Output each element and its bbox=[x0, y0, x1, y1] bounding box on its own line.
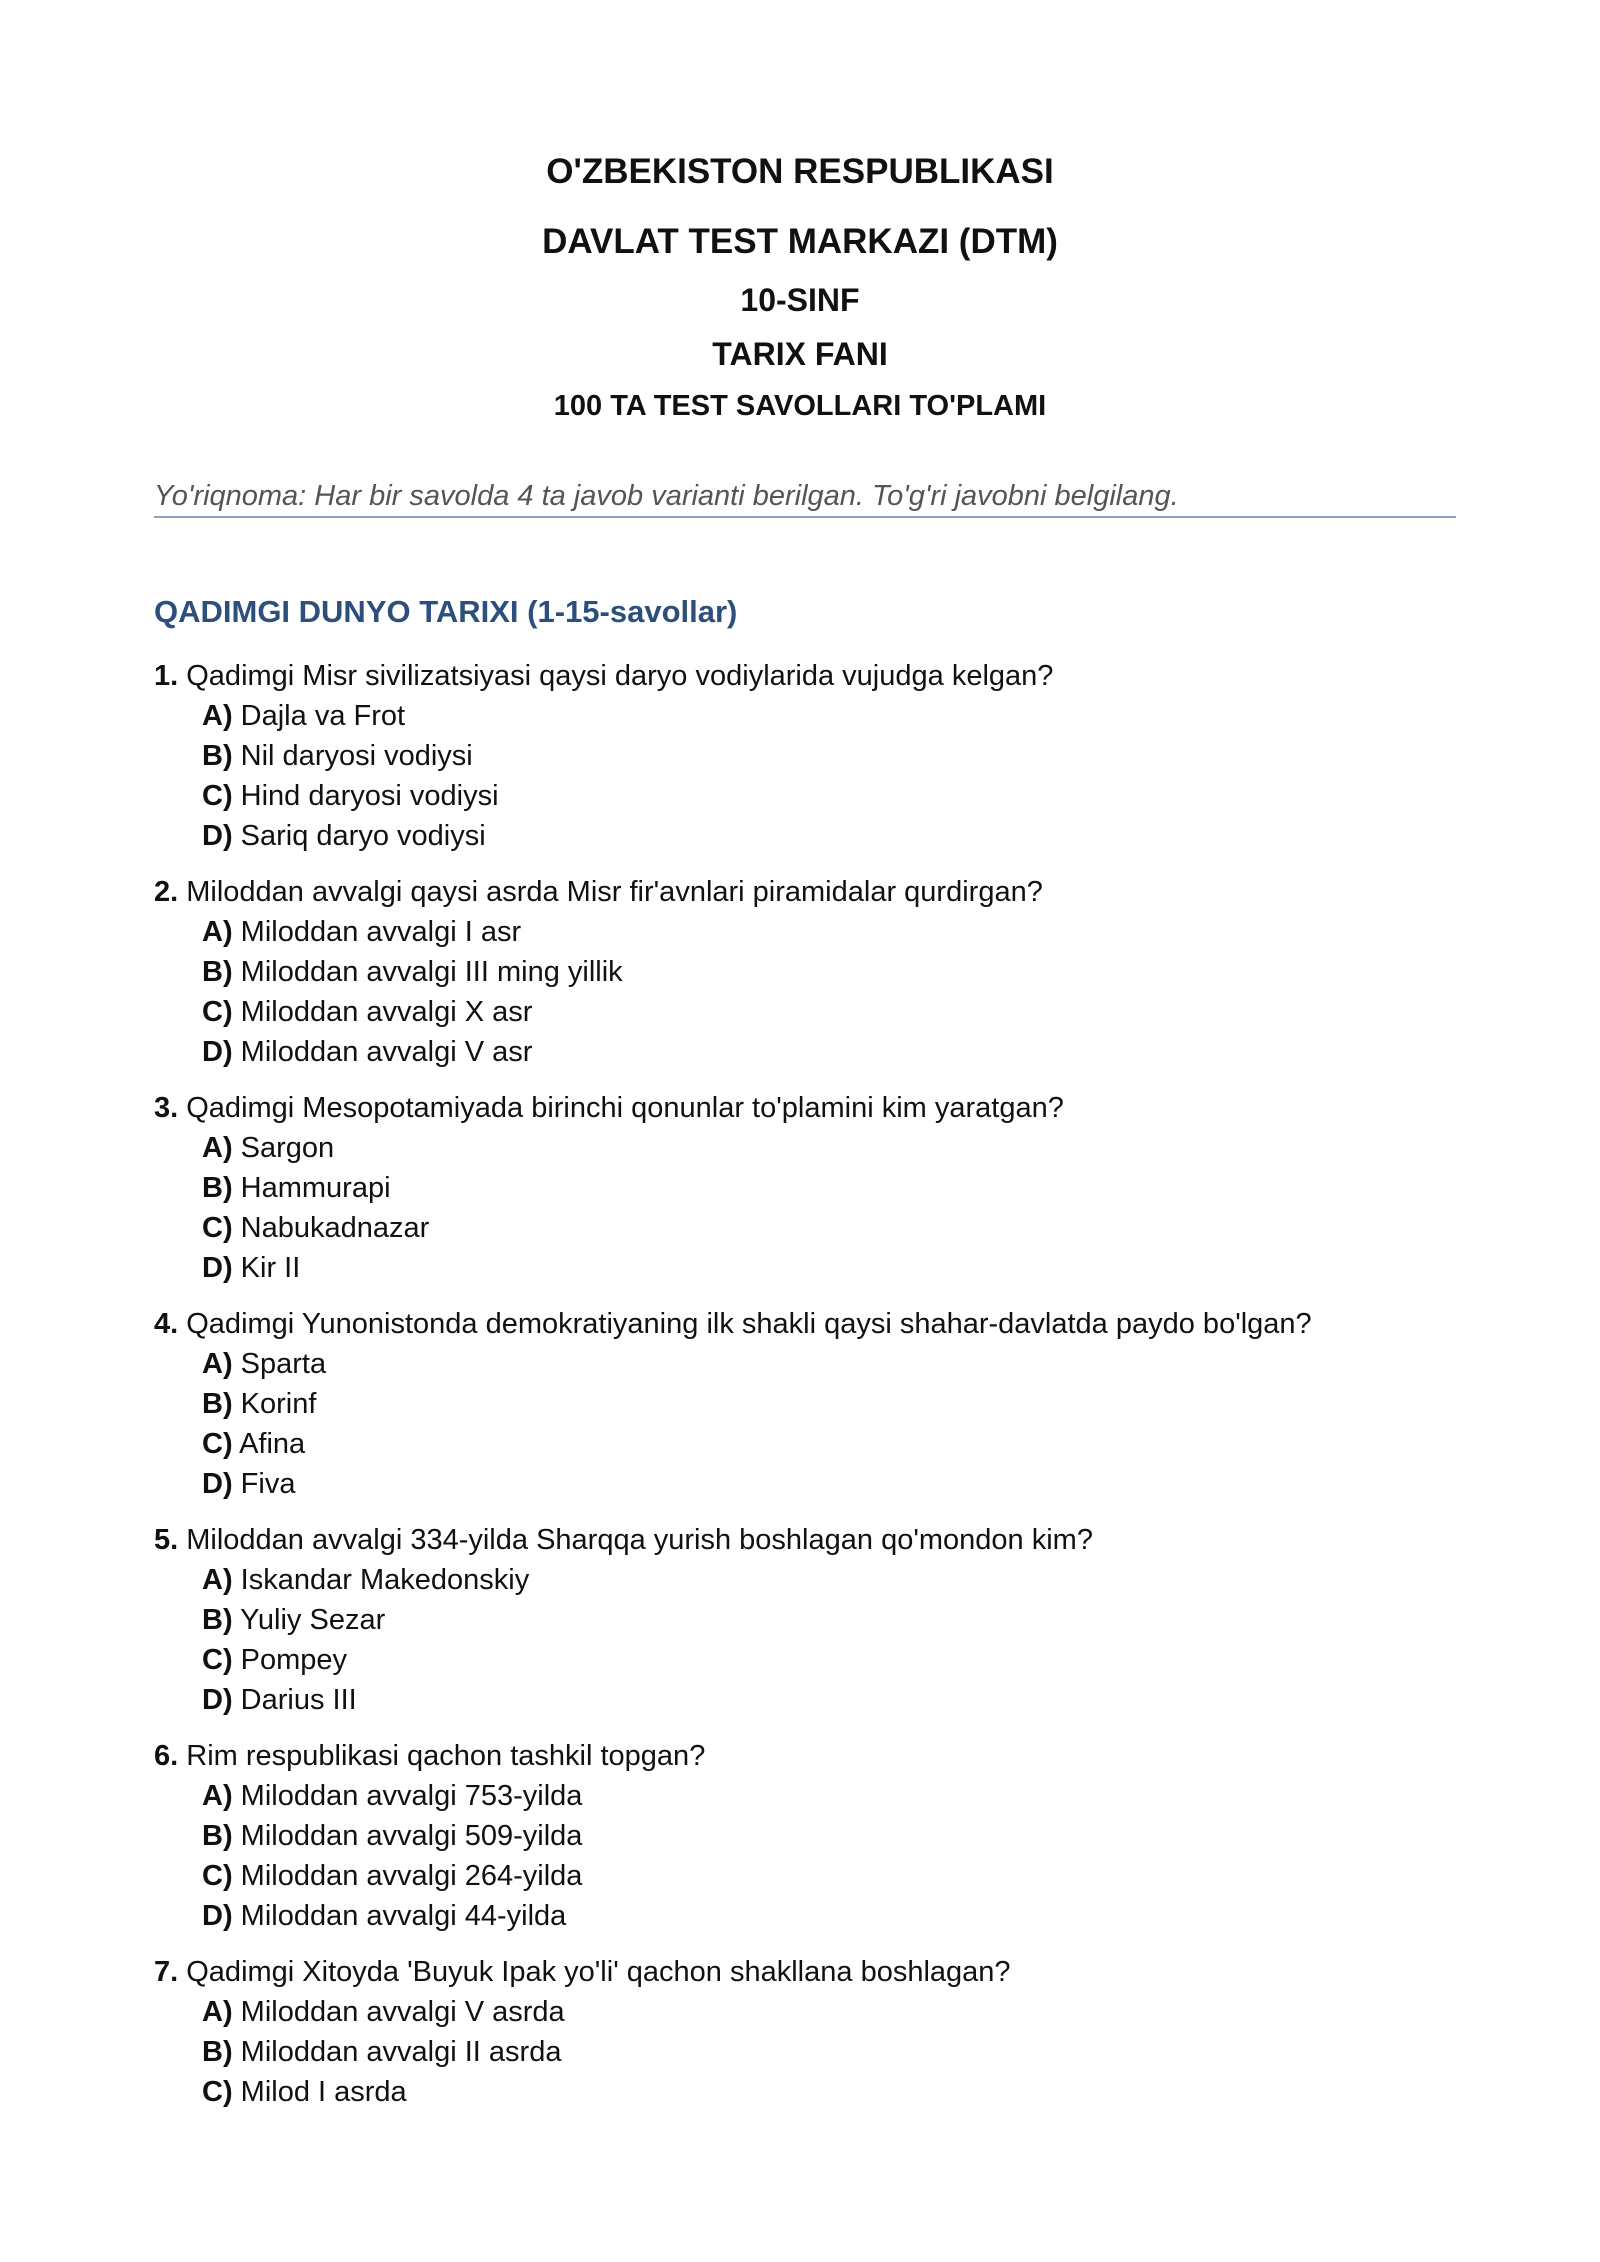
answer-option bbox=[154, 992, 1494, 1032]
option-letter: B) bbox=[202, 740, 233, 772]
option-text: Iskandar Makedonskiy bbox=[240, 1564, 530, 1596]
question-item bbox=[154, 656, 1494, 856]
option-text: Miloddan avvalgi X asr bbox=[240, 996, 533, 1028]
option-letter: B) bbox=[202, 1604, 233, 1636]
question-number: 5. bbox=[154, 1524, 179, 1556]
option-letter: A) bbox=[202, 1348, 233, 1380]
option-letter: B) bbox=[202, 956, 233, 988]
answer-option bbox=[154, 1208, 1494, 1248]
answer-option bbox=[154, 2072, 1494, 2112]
question-item bbox=[154, 872, 1494, 1072]
question-number: 6. bbox=[154, 1740, 179, 1772]
option-text: Korinf bbox=[240, 1388, 317, 1420]
option-letter: C) bbox=[202, 780, 233, 812]
question-text bbox=[154, 1304, 1494, 1344]
option-text: Miloddan avvalgi 509-yilda bbox=[240, 1820, 583, 1852]
option-text: Miloddan avvalgi V asr bbox=[240, 1036, 533, 1068]
question-text bbox=[154, 1736, 1494, 1776]
question-number: 4. bbox=[154, 1308, 179, 1340]
answer-option bbox=[154, 736, 1494, 776]
option-letter: D) bbox=[202, 1252, 233, 1284]
option-letter: A) bbox=[202, 1780, 233, 1812]
option-text: Miloddan avvalgi 753-yilda bbox=[240, 1780, 583, 1812]
answer-option bbox=[154, 1600, 1494, 1640]
option-letter: A) bbox=[202, 700, 233, 732]
questions-list bbox=[154, 656, 1494, 2128]
answer-option bbox=[154, 1776, 1494, 1816]
question-text bbox=[154, 1952, 1494, 1992]
option-letter: B) bbox=[202, 2036, 233, 2068]
option-letter: C) bbox=[202, 996, 233, 1028]
header-subject: TARIX FANI bbox=[712, 336, 888, 372]
option-letter: A) bbox=[202, 1996, 233, 2028]
question-item bbox=[154, 1952, 1494, 2112]
header-organization: DAVLAT TEST MARKAZI (DTM) bbox=[542, 222, 1058, 261]
answer-option bbox=[154, 1560, 1494, 1600]
question-prompt: Qadimgi Misr sivilizatsiyasi qaysi daryo vodiylarida vujudga kelgan? bbox=[186, 660, 1054, 692]
option-text: Sparta bbox=[240, 1348, 327, 1380]
option-text: Pompey bbox=[240, 1644, 348, 1676]
question-number: 7. bbox=[154, 1956, 179, 1988]
option-text: Miloddan avvalgi 44-yilda bbox=[240, 1900, 567, 1932]
option-letter: D) bbox=[202, 1684, 233, 1716]
option-text: Kir II bbox=[240, 1252, 301, 1284]
answer-option bbox=[154, 1856, 1494, 1896]
answer-option bbox=[154, 1424, 1494, 1464]
question-prompt: Qadimgi Yunonistonda demokratiyaning ilk shakli qaysi shahar-davlatda paydo bo'lgan? bbox=[186, 1308, 1312, 1340]
option-letter: C) bbox=[202, 2076, 233, 2108]
answer-option bbox=[154, 1896, 1494, 1936]
option-text: Hind daryosi vodiysi bbox=[240, 780, 499, 812]
option-text: Fiva bbox=[240, 1468, 296, 1500]
answer-option bbox=[154, 1992, 1494, 2032]
answer-option bbox=[154, 1680, 1494, 1720]
option-letter: D) bbox=[202, 1036, 233, 1068]
header-grade: 10-SINF bbox=[740, 282, 860, 318]
option-text: Milod I asrda bbox=[240, 2076, 407, 2108]
answer-option bbox=[154, 696, 1494, 736]
option-text: Miloddan avvalgi III ming yillik bbox=[240, 956, 623, 988]
option-letter: D) bbox=[202, 1468, 233, 1500]
question-number: 1. bbox=[154, 660, 179, 692]
option-text: Miloddan avvalgi 264-yilda bbox=[240, 1860, 583, 1892]
question-number: 3. bbox=[154, 1092, 179, 1124]
instruction-text: Yo'riqnoma: Har bir savolda 4 ta javob varianti berilgan. To'g'ri javobni belgilang. bbox=[154, 478, 1456, 518]
question-text bbox=[154, 872, 1494, 912]
option-text: Sargon bbox=[240, 1132, 335, 1164]
option-letter: D) bbox=[202, 1900, 233, 1932]
question-prompt: Miloddan avvalgi 334-yilda Sharqqa yurish boshlagan qo'mondon kim? bbox=[186, 1524, 1093, 1556]
question-text bbox=[154, 1520, 1494, 1560]
option-text: Nil daryosi vodiysi bbox=[240, 740, 473, 772]
option-letter: B) bbox=[202, 1172, 233, 1204]
section-title: QADIMGI DUNYO TARIXI (1-15-savollar) bbox=[154, 594, 738, 629]
question-prompt: Miloddan avvalgi qaysi asrda Misr fir'avnlari piramidalar qurdirgan? bbox=[186, 876, 1043, 908]
option-letter: C) bbox=[202, 1428, 233, 1460]
option-text: Darius III bbox=[240, 1684, 357, 1716]
option-letter: B) bbox=[202, 1820, 233, 1852]
question-item bbox=[154, 1520, 1494, 1720]
question-item bbox=[154, 1736, 1494, 1936]
option-text: Nabukadnazar bbox=[240, 1212, 430, 1244]
answer-option bbox=[154, 1384, 1494, 1424]
question-item bbox=[154, 1088, 1494, 1288]
answer-option bbox=[154, 816, 1494, 856]
answer-option bbox=[154, 1248, 1494, 1288]
option-letter: A) bbox=[202, 1564, 233, 1596]
option-letter: C) bbox=[202, 1644, 233, 1676]
answer-option bbox=[154, 1344, 1494, 1384]
option-text: Miloddan avvalgi II asrda bbox=[240, 2036, 562, 2068]
question-prompt: Qadimgi Mesopotamiyada birinchi qonunlar to'plamini kim yaratgan? bbox=[186, 1092, 1064, 1124]
answer-option bbox=[154, 1032, 1494, 1072]
answer-option bbox=[154, 1640, 1494, 1680]
question-prompt: Qadimgi Xitoyda 'Buyuk Ipak yo'li' qachon shakllana boshlagan? bbox=[186, 1956, 1011, 1988]
question-item bbox=[154, 1304, 1494, 1504]
option-text: Miloddan avvalgi I asr bbox=[240, 916, 522, 948]
header-country: O'ZBEKISTON RESPUBLIKASI bbox=[546, 152, 1054, 191]
option-text: Afina bbox=[239, 1428, 306, 1460]
option-letter: C) bbox=[202, 1860, 233, 1892]
answer-option bbox=[154, 776, 1494, 816]
answer-option bbox=[154, 1464, 1494, 1504]
option-letter: A) bbox=[202, 1132, 233, 1164]
option-letter: C) bbox=[202, 1212, 233, 1244]
option-letter: B) bbox=[202, 1388, 233, 1420]
question-prompt: Rim respublikasi qachon tashkil topgan? bbox=[186, 1740, 706, 1772]
answer-option bbox=[154, 2032, 1494, 2072]
answer-option bbox=[154, 1816, 1494, 1856]
option-text: Dajla va Frot bbox=[240, 700, 406, 732]
question-text bbox=[154, 656, 1494, 696]
answer-option bbox=[154, 1168, 1494, 1208]
answer-option bbox=[154, 912, 1494, 952]
option-text: Sariq daryo vodiysi bbox=[240, 820, 486, 852]
option-text: Yuliy Sezar bbox=[240, 1604, 386, 1636]
option-text: Miloddan avvalgi V asrda bbox=[240, 1996, 565, 2028]
option-letter: D) bbox=[202, 820, 233, 852]
question-number: 2. bbox=[154, 876, 179, 908]
question-text bbox=[154, 1088, 1494, 1128]
header-collection-title: 100 TA TEST SAVOLLARI TO'PLAMI bbox=[553, 390, 1047, 422]
option-text: Hammurapi bbox=[240, 1172, 391, 1204]
answer-option bbox=[154, 1128, 1494, 1168]
answer-option bbox=[154, 952, 1494, 992]
option-letter: A) bbox=[202, 916, 233, 948]
